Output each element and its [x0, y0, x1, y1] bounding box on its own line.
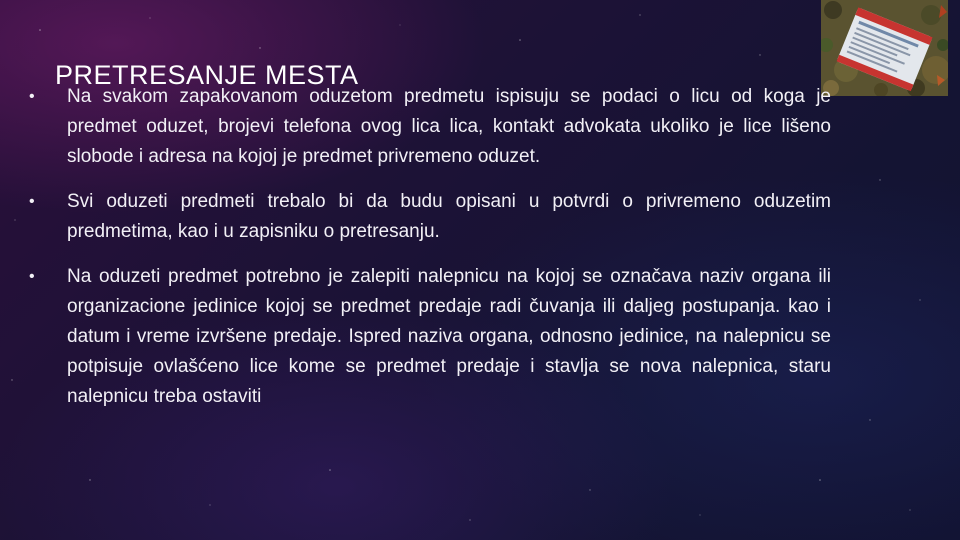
bullet-list: [29, 82, 831, 427]
evidence-bag-photo: [821, 0, 948, 96]
bullet-text: Svi oduzeti predmeti trebalo bi da budu opisani u potvrdi o privremeno oduzetim predmetima, kao i u zapisniku o pretresanju.: [67, 191, 831, 242]
bullet-marker: •: [29, 268, 35, 285]
bullet-item: [29, 82, 831, 172]
bullet-marker: •: [29, 88, 35, 105]
bullet-marker: •: [29, 193, 35, 210]
slide-title: PRETRESANJE MESTA: [55, 60, 359, 90]
evidence-bag-image: [821, 0, 948, 96]
bullet-item: [29, 187, 831, 247]
bullet-text: Na oduzeti predmet potrebno je zalepiti nalepnicu na kojoj se označava naziv organa ili organizacione jedinice kojoj se predmet predaje radi čuvanja ili daljeg postupanja. kao i datum i vreme izvršene predaje. Ispred naziva organa, odnosno jedinice, na nalepnicu se potpisuje ovlašćeno lice kome se predmet predaje i stavlja se nova nalepnica, staru nalepnicu treba ostaviti: [67, 266, 831, 407]
bullet-text: Na svakom zapakovanom oduzetom predmetu ispisuju se podaci o licu od koga je predmet oduzet, brojevi telefona ovog lica lica, kontakt advokata ukoliko je lice lišeno slobode i adresa na kojoj je predmet privremeno oduzet.: [67, 86, 831, 167]
bullet-item: [29, 262, 831, 412]
